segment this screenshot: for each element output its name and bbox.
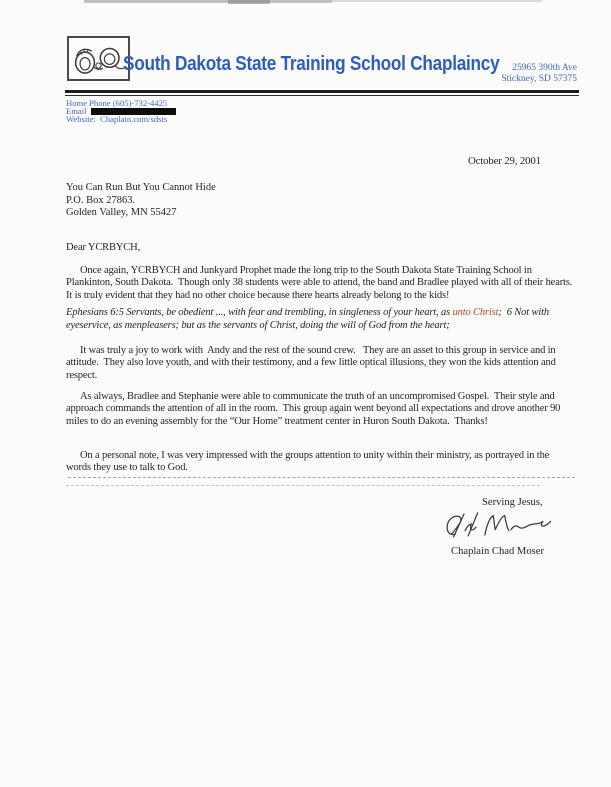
org-title: South Dakota State Training School Chaplaincy [123,53,500,75]
handcuffs-logo [67,36,130,81]
org-address [501,63,577,85]
org-address-line1: 25965 390th Ave [512,63,577,73]
scripture-quote [66,306,575,332]
scan-artifact-dashed-line [68,477,575,478]
org-address-line2: Stickney, SD 57375 [501,74,577,84]
recipient-name: You Can Run But You Cannot Hide [66,182,216,193]
scan-artifact-top [228,0,270,4]
signature [440,507,560,545]
recipient-po-box: P.O. Box 27863. [66,194,136,206]
scan-artifact-dashed-line [66,485,540,486]
scan-artifact-top [332,0,542,2]
body-paragraph-4: On a personal note, I was very impressed with the groups attention to unity within their ministry, as portrayed in the words they use to talk to God. [66,450,552,474]
contact-info [66,99,176,124]
email-label: Email [66,106,87,117]
scripture-highlight: unto Christ [452,307,499,318]
handcuffs-icon [69,38,128,79]
valediction: Serving Jesus, [482,497,543,508]
scripture-text: ; 6 Not with eyeservice, as menpleasers; but as the servants of Christ, doing the will of God from the heart; [66,307,552,331]
recipient-city-state: Golden Valley, MN 55427 [66,207,177,219]
salutation: Dear YCRBYCH, [66,242,141,253]
header-divider [65,90,579,96]
website-line: Website: Chaplain.com/sdsts [66,114,168,125]
body-paragraph-3: As always, Bradlee and Stephanie were able to communicate the truth of an uncompromised Gospel. Their style and approach commands the attention of all in the room. This group again went beyond all expectations and drove another 90 miles to do an evening assembly for the “Our Home” treatment center in Huron South Dakota. Thanks! [66,391,563,427]
body-paragraph-1: Once again, YCRBYCH and Junkyard Prophet made the long trip to the South Dakota State Training School in Plankinton, South Dakota. Though only 38 students were able to attend, the band and Bradlee played with all of their hearts. It is truly evident that they had no other choice because there hearts already belong to the kids! [66,265,578,301]
signed-by: Chaplain Chad Moser [451,546,544,557]
scripture-text: Ephesians 6:5 Servants, be obedient ..., with fear and trembling, in singleness of your heart, as [66,307,453,318]
recipient-address [66,182,216,220]
scan-artifact-top [84,0,332,3]
phone-line: Home Phone (605)-732-4425 [66,98,168,108]
letter-date: October 29, 2001 [468,155,541,167]
body-paragraph-2: It was truly a joy to work with Andy and the rest of the sound crew. They are an asset to this group in service and in attitude. They also love youth, and with their testimony, and a few little optical illusions, they won the kids attention and respect. [66,345,559,381]
